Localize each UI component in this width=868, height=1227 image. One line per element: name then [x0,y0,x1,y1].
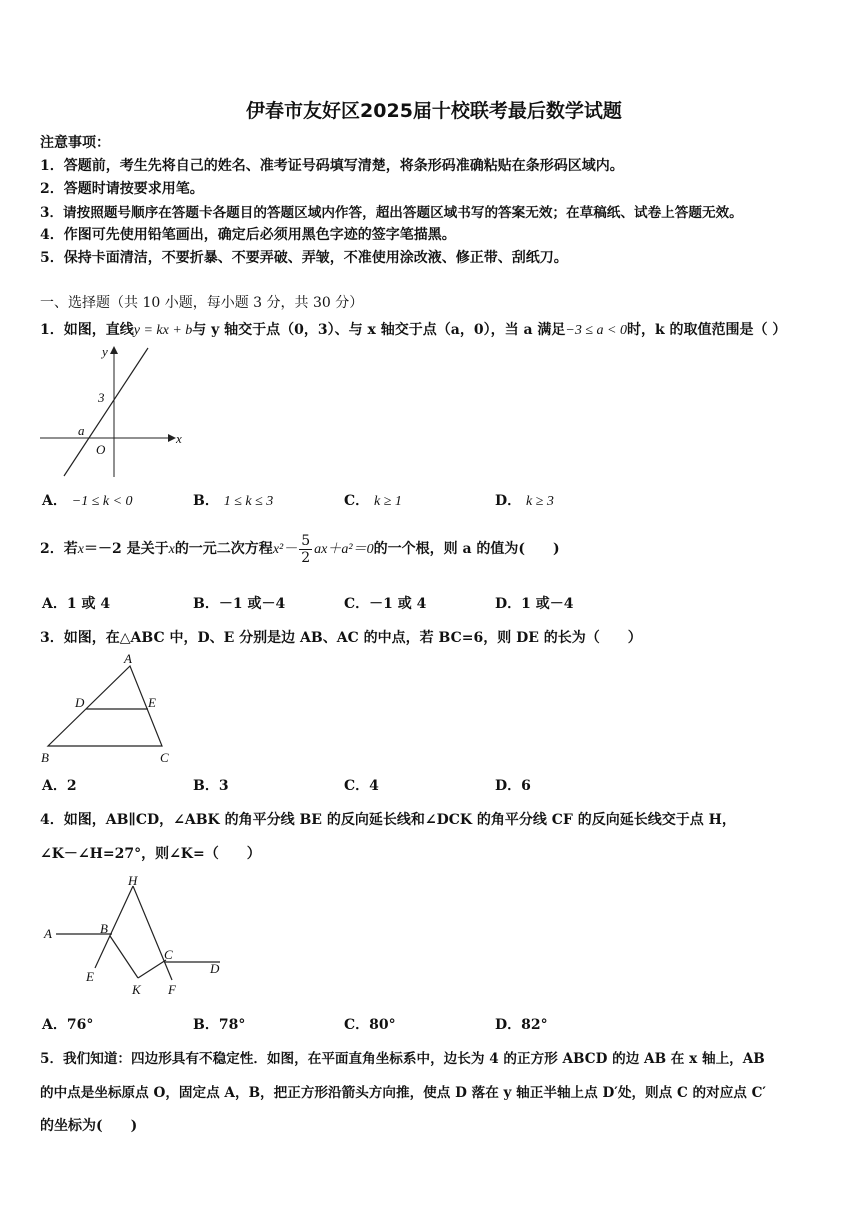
q2-equation-part1: x²－ [272,542,298,557]
option-letter: D． [495,778,522,794]
q3-option-c[interactable] [344,775,379,795]
q4-label-h: H [128,873,138,888]
q4-line-hf [133,886,172,980]
option-value: −1 ≤ k < 0 [71,494,133,509]
q4-option-c[interactable] [344,1014,396,1034]
option-letter: D． [495,493,522,509]
q3-label-d: D [75,695,85,710]
q2-option-c[interactable] [344,593,426,613]
q2-text-4: 的一个根，则 a 的值为( ) [373,541,560,557]
option-letter: B． [193,596,219,612]
q1-equation: y = kx + b [133,323,193,338]
option-value: k ≥ 1 [374,494,402,509]
q2-text-1: 2．若 [40,541,78,557]
q2-var-x2: x [168,542,175,557]
q4-label-c: C [164,947,173,962]
option-value: 80° [369,1017,396,1033]
q4-label-a: A [44,926,52,941]
option-value: 82° [521,1017,548,1033]
q1-label-y: y [102,344,108,359]
q1-option-b[interactable] [193,490,273,510]
option-letter: A． [42,596,67,612]
option-value: k ≥ 3 [526,494,554,509]
q4-line-bk [110,936,138,978]
q1-label-origin: O [96,442,106,457]
option-value: －1 或 4 [369,596,427,612]
notice-item-3: 3．请按照题号顺序在答题卡各题目的答题区域内作答，超出答题区域书写的答案无效；在草稿纸、试卷上答题无效。 [40,205,743,221]
option-value: 4 [369,778,379,794]
q4-option-d[interactable] [495,1014,548,1034]
option-letter: C． [344,1017,370,1033]
question-5-stem-line1: 5．我们知道：四边形具有不稳定性．如图，在平面直角坐标系中，边长为 4 的正方形 ABCD 的边 AB 在 x 轴上，AB [40,1051,765,1067]
q4-label-f: F [168,982,176,997]
option-value: 1 或 4 [66,596,111,612]
q1-text-3: 时，k 的取值范围是（ ） [626,322,787,338]
q1-option-a[interactable] [42,490,133,510]
q4-label-e: E [86,969,94,984]
q2-frac-num: 5 [301,532,311,549]
option-value: 2 [66,778,77,794]
option-letter: B． [193,1017,219,1033]
option-value: 78° [218,1017,246,1033]
q3-option-a[interactable] [42,775,77,795]
option-letter: A． [42,778,67,794]
q4-line-kc [138,960,166,978]
notice-heading: 注意事项： [40,135,110,151]
option-letter: C． [344,493,370,509]
q3-label-e: E [148,695,156,710]
q1-label-x: x [176,431,182,446]
q3-label-b: B [41,750,49,765]
q3-option-b[interactable] [193,775,229,795]
notice-item-2: 2．答题时请按要求用笔。 [40,181,204,197]
q3-option-d[interactable] [495,775,531,795]
q4-option-b[interactable] [193,1014,245,1034]
q1-figure [38,340,188,480]
q1-text-1: 1．如图，直线 [40,322,134,338]
q2-equation-part2: ax＋a²＝0 [314,542,374,557]
option-value: 76° [66,1017,94,1033]
option-letter: C． [344,596,370,612]
question-2-stem [40,530,560,569]
q2-option-b[interactable] [193,593,285,613]
option-value: 1 或－4 [521,596,574,612]
q2-text-2: ＝－2 是关于 [83,541,169,557]
q2-var-x: x [77,542,84,557]
q4-label-k: K [132,982,141,997]
option-value: 6 [521,778,531,794]
notice-item-4: 4．作图可先使用铅笔画出，确定后必须用黑色字迹的签字笔描黑。 [40,227,456,243]
q2-text-3: 的一元二次方程 [174,541,273,557]
q2-option-d[interactable] [495,593,574,613]
q1-label-3: 3 [98,390,105,405]
notice-item-5: 5．保持卡面清洁，不要折暴、不要弄破、弄皱，不准使用涂改液、修正带、刮纸刀。 [40,250,568,266]
option-letter: B． [193,493,219,509]
q4-figure [40,870,230,1002]
q4-label-d: D [210,961,220,976]
q1-condition: −3 ≤ a < 0 [565,323,627,338]
option-letter: B． [193,778,219,794]
option-letter: A． [42,493,67,509]
option-value: 1 ≤ k ≤ 3 [223,494,274,509]
option-letter: A． [42,1017,67,1033]
q4-option-a[interactable] [42,1014,93,1034]
notice-item-1: 1．答题前，考生先将自己的姓名、准考证号码填写清楚，将条形码准确粘贴在条形码区域内。 [40,158,624,174]
q3-triangle-abc [48,666,162,746]
question-4-stem-line1: 4．如图，AB∥CD，∠ABK 的角平分线 BE 的反向延长线和∠DCK 的角平分线 CF 的反向延长线交于点 H， [40,812,736,828]
section-heading: 一、选择题（共 10 小题，每小题 3 分，共 30 分） [40,295,364,311]
option-value: －1 或－4 [218,596,286,612]
question-4-stem-line2: ∠K－∠H=27°，则∠K=（ ） [40,846,261,862]
q3-label-a: A [124,651,132,666]
q3-label-c: C [160,750,169,765]
option-value: 3 [218,778,229,794]
q1-x-arrow [168,434,176,442]
question-5-stem-line2: 的中点是坐标原点 O，固定点 A，B，把正方形沿箭头方向推，使点 D 落在 y 轴正半轴上点 D′处，则点 C 的对应点 C′ [40,1085,767,1101]
option-letter: D． [495,596,522,612]
page-title: 伊春市友好区2025届十校联考最后数学试题 [246,100,622,122]
q1-option-c[interactable] [344,490,402,510]
q2-fraction [299,533,312,566]
question-1-stem [40,319,786,339]
q4-label-b: B [100,921,108,936]
question-3-stem: 3．如图，在△ABC 中，D、E 分别是边 AB、AC 的中点，若 BC=6，则 DE 的长为（ ） [40,630,642,646]
option-letter: D． [495,1017,522,1033]
q1-line-graph [64,348,148,476]
q1-text-2: 与 y 轴交于点（0，3）、与 x 轴交于点（a，0），当 a 满足 [192,322,566,338]
q1-option-d[interactable] [495,490,554,510]
q2-frac-den: 2 [301,549,311,566]
option-letter: C． [344,778,370,794]
q1-label-a: a [78,423,85,438]
q3-figure [38,650,178,768]
question-5-stem-line3: 的坐标为( ) [40,1118,138,1134]
q2-option-a[interactable] [42,593,110,613]
q1-y-arrow [110,346,118,354]
